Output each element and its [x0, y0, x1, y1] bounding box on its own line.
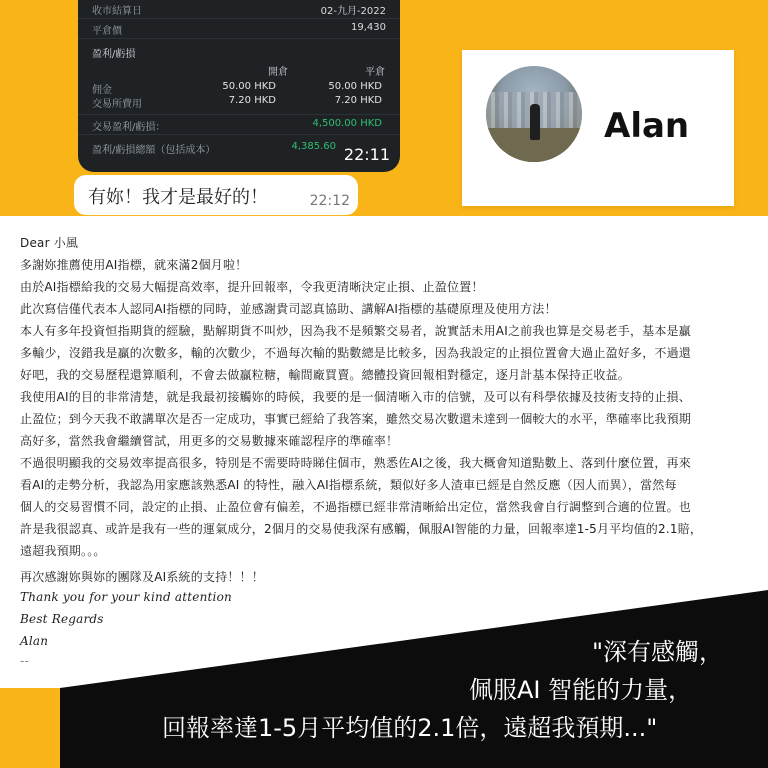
row-label: 盈利/虧損總額（包括成本）: [92, 145, 216, 156]
row-value: 19,430: [351, 22, 386, 33]
letter-line: 本人有多年投資恒指期貨的經驗，點解期貨不叫炒，因為我不是頻繁交易者，說實話未用AI之前我也算是交易老手，基本是贏: [20, 324, 691, 338]
chat-bubble: [74, 175, 358, 215]
letter-line: 看AI的走勢分析，我認為用家應該熟悉AI 的特性，融入AI指標系統，類似好多人渣車已經是自然反應（因人而異），當然每: [20, 478, 677, 492]
row-label: 交易盈利/虧損：: [92, 122, 166, 133]
profile-photo-icon: [486, 66, 582, 162]
close-value: 50.00 HKD: [328, 81, 382, 92]
profile-card: [462, 50, 734, 206]
divider: [78, 38, 400, 39]
row-label: 佣金: [92, 85, 112, 96]
open-value: 7.20 HKD: [228, 95, 276, 106]
trade-summary-screenshot: [78, 0, 400, 172]
letter-line: 遠超我預期。。。: [20, 544, 106, 558]
letter-line: Best Regards: [20, 612, 104, 626]
letter-line: 個人的交易習慣不同，設定的止損、止盈位會有偏差，不過指標已經非常清晰給出定位，當然我會自行調整到合適的位置。也: [20, 500, 692, 514]
quote-line: "深有感觸，: [592, 638, 724, 666]
column-header-close: 平倉: [365, 67, 385, 78]
divider: [78, 134, 400, 135]
divider: [78, 114, 400, 115]
section-title: 盈利/虧損: [92, 49, 136, 60]
row-value: 02-九月-2022: [320, 6, 386, 17]
table-row: [92, 141, 386, 155]
person-figure: [530, 104, 540, 140]
letter-line: 許是我很認真、或許是我有一些的運氣成分，2個月的交易使我深有感觸，佩服AI智能的力量，回報率達1-5月平均值的2.1賠，: [20, 522, 703, 536]
column-header-open: 開倉: [268, 67, 288, 78]
table-row: [92, 81, 386, 95]
quote-line: 佩服AI 智能的力量，: [469, 676, 693, 704]
timestamp: 22:11: [343, 145, 390, 164]
row-label: 平倉價: [92, 26, 122, 37]
letter-greeting: Dear 小風: [20, 236, 79, 250]
chat-message: 有妳！我才是最好的！: [88, 187, 268, 208]
table-row: [92, 118, 386, 132]
close-value: 4,385.60: [291, 141, 336, 152]
letter-line: 再次感謝妳與妳的團隊及AI系統的支持！！！: [20, 570, 264, 584]
letter-line: 我使用AI的目的非常清楚，就是我最初接觸妳的時候，我要的是一個清晰入市的信號，及可以有科學依據及技術支持的止損、: [20, 390, 691, 404]
table-row: [92, 95, 386, 109]
row-label: 交易所費用: [92, 99, 142, 110]
letter-signature: Alan: [20, 634, 49, 648]
letter-line: 多謝妳推薦使用AI指標，就來滿2個月啦！: [20, 258, 248, 272]
close-value: 7.20 HKD: [334, 95, 382, 106]
chat-time: 22:12: [309, 193, 350, 209]
divider: [78, 18, 400, 19]
row-label: 收市結算日: [92, 6, 142, 17]
letter-line: 好吧，我的交易歷程還算順利，不會去做贏粒糖，輸間廠買賣。總體投資回報相對穩定，逐月計基本保持正收益。: [20, 368, 631, 382]
letter-line: 由於AI指標給我的交易大幅提高效率，提升回報率，令我更清晰決定止損、止盈位置！: [20, 280, 484, 294]
letter-line: 不過很明顯我的交易效率提高很多，特別是不需要時時睇住個市，熟悉佐AI之後，我大概會知道點數上、落到什麼位置，再來: [20, 456, 691, 470]
profile-name: Alan: [604, 106, 690, 146]
open-value: 50.00 HKD: [222, 81, 276, 92]
letter-line: --: [20, 654, 30, 668]
close-value: 4,500.00 HKD: [312, 118, 382, 129]
letter-line: 止盈位；到今天我不敢講單次是否一定成功，事實已經給了我答案，雖然交易次數還未達到一個較大的水平，準確率比我預期: [20, 412, 692, 426]
letter-line: 高好多，當然我會繼續嘗試，用更多的交易數據來確認程序的準確率！: [20, 434, 399, 448]
letter-line: 多輸少，沒錯我是贏的次數多，輸的次數少，不過每次輸的點數總是比較多，因為我設定的止損位置會大過止盈好多，不過還: [20, 346, 692, 360]
quote-line: 回報率達1-5月平均值的2.1倍，遠超我預期...": [162, 714, 658, 742]
letter-line: 此次寫信僅代表本人認同AI指標的同時，並感謝貴司認真協助、講解AI指標的基礎原理及使用方法！: [20, 302, 557, 316]
letter-line: Thank you for your kind attention: [20, 590, 232, 604]
